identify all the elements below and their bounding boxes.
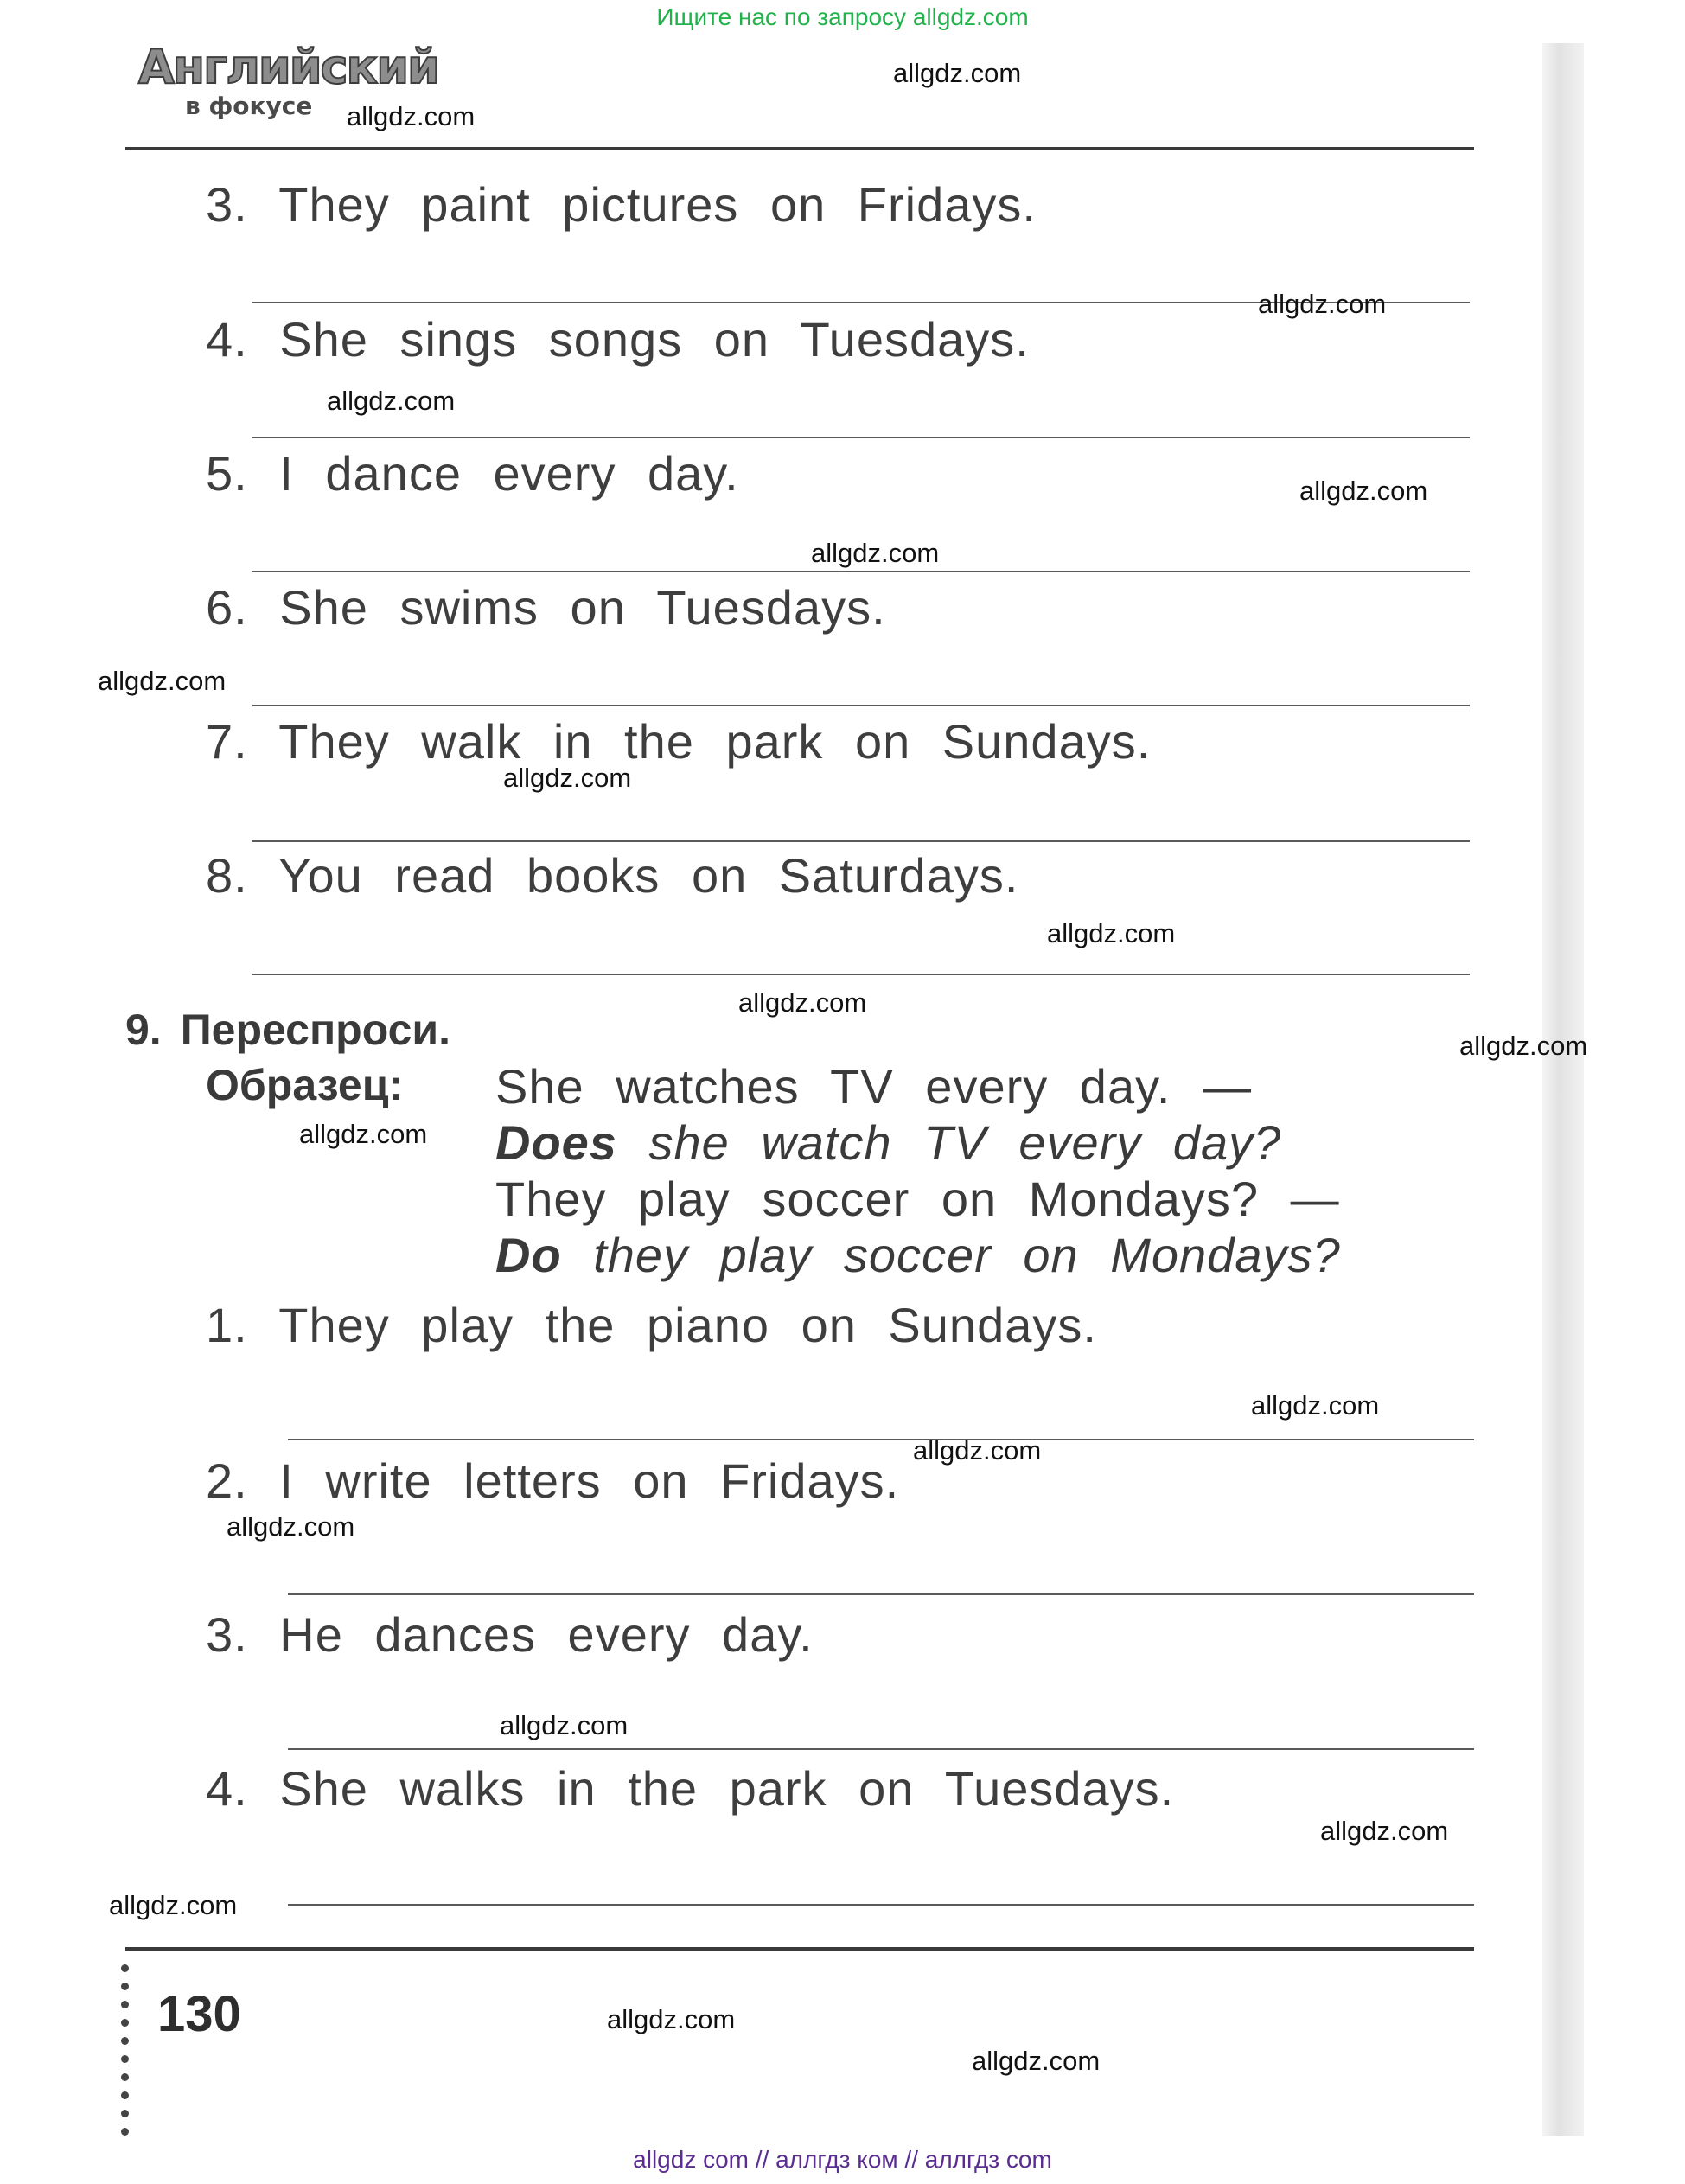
watermark: allgdz.com bbox=[1299, 476, 1428, 506]
watermark: allgdz.com bbox=[893, 58, 1022, 88]
sentence-number: 7. bbox=[206, 714, 248, 769]
sentence-6 bbox=[206, 579, 886, 635]
sentence-8 bbox=[206, 847, 1018, 904]
exercise-item-1 bbox=[206, 1297, 1097, 1353]
page-number: 130 bbox=[157, 1986, 241, 2042]
top-banner: Ищите нас по запросу allgdz.com bbox=[656, 3, 1029, 30]
exercise-item-3 bbox=[206, 1606, 814, 1663]
answer-line bbox=[252, 571, 1470, 572]
item-text: She walks in the park on Tuesdays. bbox=[279, 1761, 1175, 1816]
sentence-text: She swims on Tuesdays. bbox=[279, 580, 886, 635]
footer-rule bbox=[125, 1947, 1474, 1951]
watermark: allgdz.com bbox=[738, 987, 867, 1018]
answer-line bbox=[252, 840, 1470, 842]
sentence-text: She sings songs on Tuesdays. bbox=[279, 312, 1030, 367]
sample-question: they play soccer on Mondays? bbox=[593, 1228, 1341, 1282]
watermark: allgdz.com bbox=[1258, 289, 1387, 319]
watermark: allgdz.com bbox=[500, 1710, 629, 1740]
watermark: allgdz.com bbox=[607, 2004, 736, 2034]
watermark: allgdz.com bbox=[98, 666, 227, 696]
sentence-text: They walk in the park on Sundays. bbox=[278, 714, 1152, 769]
sentence-4 bbox=[206, 311, 1030, 367]
sentence-number: 8. bbox=[206, 848, 248, 903]
book-logo-title: Английский bbox=[138, 40, 438, 94]
page-edge-shadow bbox=[1542, 43, 1584, 2136]
sentence-number: 5. bbox=[206, 446, 248, 501]
answer-line bbox=[252, 705, 1470, 706]
watermark: allgdz.com bbox=[811, 538, 940, 568]
exercise-number: 9. bbox=[125, 1006, 162, 1054]
sample-line-2 bbox=[495, 1114, 1281, 1171]
sample-line-4 bbox=[495, 1227, 1341, 1283]
item-number: 1. bbox=[206, 1298, 248, 1352]
watermark: allgdz.com bbox=[972, 2046, 1101, 2076]
sentence-number: 3. bbox=[206, 177, 248, 232]
item-text: He dances every day. bbox=[279, 1607, 814, 1662]
watermark: allgdz.com bbox=[1251, 1390, 1380, 1421]
watermark: allgdz.com bbox=[503, 763, 632, 793]
answer-line bbox=[288, 1748, 1474, 1750]
sentence-text: They paint pictures on Fridays. bbox=[278, 177, 1037, 232]
exercise-item-4 bbox=[206, 1760, 1174, 1817]
bottom-banner: allgdz com // аллгдз ком // аллгдз com bbox=[633, 2146, 1052, 2173]
sample-line-3: They play soccer on Mondays? — bbox=[495, 1172, 1340, 1226]
header-rule bbox=[125, 147, 1474, 150]
item-text: They play the piano on Sundays. bbox=[278, 1298, 1097, 1352]
sentence-5 bbox=[206, 445, 739, 501]
answer-line bbox=[288, 1593, 1474, 1595]
sample-line-1: She watches TV every day. — bbox=[495, 1059, 1253, 1114]
answer-line bbox=[288, 1904, 1474, 1906]
sentence-3 bbox=[206, 176, 1037, 233]
book-logo-subtitle: в фокусе bbox=[185, 92, 313, 120]
watermark: allgdz.com bbox=[109, 1890, 238, 1920]
sentence-text: I dance every day. bbox=[279, 446, 739, 501]
item-number: 2. bbox=[206, 1453, 248, 1508]
answer-line bbox=[252, 974, 1470, 975]
watermark: allgdz.com bbox=[347, 101, 476, 131]
sentence-7 bbox=[206, 713, 1151, 770]
sentence-number: 4. bbox=[206, 312, 248, 367]
watermark: allgdz.com bbox=[1047, 918, 1176, 948]
sample-auxiliary: Does bbox=[495, 1115, 617, 1170]
item-number: 4. bbox=[206, 1761, 248, 1816]
watermark: allgdz.com bbox=[227, 1511, 355, 1542]
sample-question: she watch TV every day? bbox=[648, 1115, 1282, 1170]
sample-label: Образец: bbox=[206, 1061, 404, 1109]
watermark: allgdz.com bbox=[1320, 1816, 1449, 1846]
answer-line bbox=[288, 1439, 1474, 1440]
sentence-number: 6. bbox=[206, 580, 248, 635]
sentence-text: You read books on Saturdays. bbox=[278, 848, 1019, 903]
answer-line bbox=[252, 437, 1470, 438]
item-number: 3. bbox=[206, 1607, 248, 1662]
sample-auxiliary: Do bbox=[495, 1228, 562, 1282]
watermark: allgdz.com bbox=[299, 1119, 428, 1149]
exercise-title bbox=[125, 1005, 450, 1055]
watermark: allgdz.com bbox=[1459, 1031, 1588, 1061]
watermark: allgdz.com bbox=[327, 386, 456, 416]
item-text: I write letters on Fridays. bbox=[279, 1453, 900, 1508]
exercise-item-2 bbox=[206, 1453, 899, 1509]
dotted-margin bbox=[121, 1964, 131, 2146]
watermark: allgdz.com bbox=[913, 1435, 1042, 1466]
exercise-instruction: Переспроси. bbox=[180, 1006, 451, 1054]
